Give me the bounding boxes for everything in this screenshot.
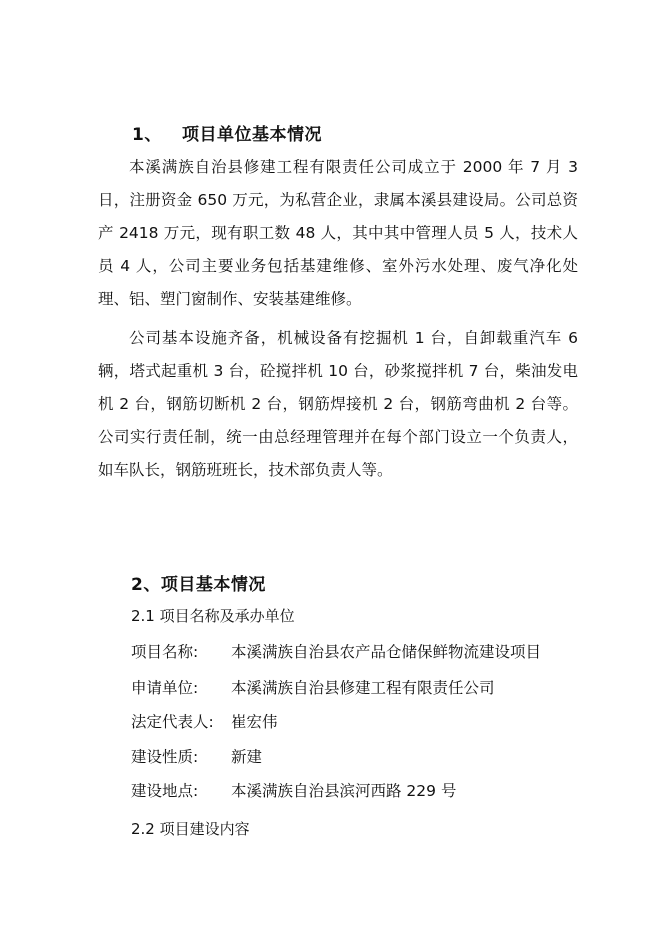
subsection-2-2-heading: 2.2 项目建设内容 [131, 820, 250, 838]
location-row [131, 779, 456, 801]
applicant-row [131, 676, 495, 698]
section1-number: 1、 [132, 125, 162, 145]
section1-title: 项目单位基本情况 [182, 125, 322, 145]
section1-paragraph-1: 本溪满族自治县修建工程有限责任公司成立于 2000 年 7 月 3 日，注册资金 650 万元，为私营企业，隶属本溪县建设局。公司总资产 2418 万元，现有职工数 48 人，其中其中管理人员 5 人，技术人员 4 人，公司主要业务包括基建维修、室外污水处理、废气净化处理、铝、塑门窗制作、安装基建维修。 [98, 158, 578, 308]
location-value: 本溪满族自治县滨河西路 229 号 [231, 782, 457, 800]
legal-rep-label: 法定代表人: [131, 713, 214, 731]
section1-heading [132, 120, 322, 145]
construction-type-row [131, 745, 262, 767]
location-label: 建设地点: [131, 782, 199, 800]
legal-rep-row [131, 710, 278, 732]
project-name-value: 本溪满族自治县农产品仓储保鲜物流建设项目 [231, 643, 542, 661]
project-name-label: 项目名称: [131, 643, 199, 661]
applicant-label: 申请单位: [131, 679, 199, 697]
subsection-2-1-heading: 2.1 项目名称及承办单位 [131, 607, 295, 625]
applicant-value: 本溪满族自治县修建工程有限责任公司 [231, 679, 495, 697]
construction-type-label: 建设性质: [131, 748, 199, 766]
legal-rep-value: 崔宏伟 [231, 713, 278, 731]
section1-paragraph-2: 公司基本设施齐备，机械设备有挖掘机 1 台，自卸载重汽车 6 辆，塔式起重机 3 台，砼搅拌机 10 台，砂浆搅拌机 7 台，柴油发电机 2 台，钢筋切断机 2 台，钢筋焊接机 2 台，钢筋弯曲机 2 台等。公司实行责任制，统一由总经理管理并在每个部门设立一个负责人，如车队长，钢筋班班长，技术部负责人等。 [98, 329, 578, 479]
project-name-row [131, 640, 541, 662]
section2-heading: 2、项目基本情况 [131, 575, 266, 595]
construction-type-value: 新建 [231, 748, 263, 766]
